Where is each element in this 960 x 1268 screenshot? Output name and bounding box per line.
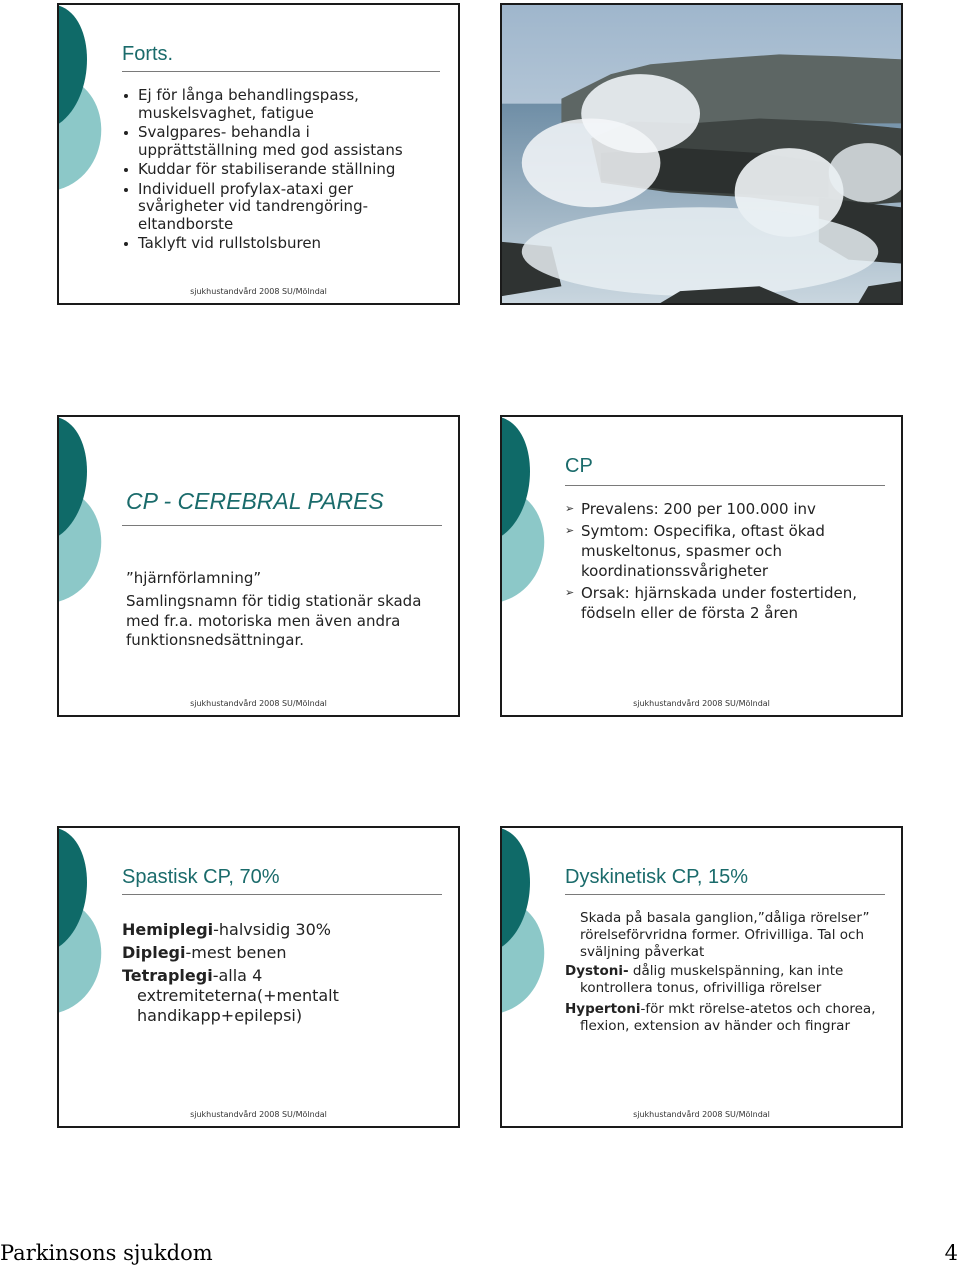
- term: Tetraplegi: [122, 966, 213, 985]
- slide-footer: sjukhustandvård 2008 SU/Mölndal: [190, 1110, 327, 1119]
- list-item: Individuell profylax-ataxi ger svårigheter vid tandrengöring-eltandborste: [122, 181, 422, 234]
- slide-dyskinetisk: [500, 826, 903, 1128]
- slide-footer: sjukhustandvård 2008 SU/Mölndal: [190, 287, 327, 296]
- list-item: [565, 963, 895, 997]
- term: Dystoni-: [565, 963, 629, 979]
- slide-decoration: [57, 828, 117, 1028]
- page-section-title: Parkinsons sjukdom: [0, 1241, 213, 1265]
- slide-footer: sjukhustandvård 2008 SU/Mölndal: [633, 1110, 770, 1119]
- slide-decoration: [57, 5, 117, 205]
- list-item: Svalgpares- behandla i upprättställning med god assistans: [122, 124, 422, 159]
- intro-text: Skada på basala ganglion,”dåliga rörelser” rörelseförvridna former. Ofrivilliga. Tal och sväljning påverkat: [580, 910, 870, 960]
- slide-photo: [500, 3, 903, 305]
- term-list: [122, 920, 377, 1026]
- term-list: [565, 963, 895, 1035]
- list-item: [565, 1001, 895, 1035]
- slide-cp-cerebral: [57, 415, 460, 717]
- list-item: Ej för långa behandlingspass, muskelsvaghet, fatigue: [122, 87, 422, 122]
- title-divider: [122, 525, 442, 526]
- list-item: ➢ Prevalens: 200 per 100.000 inv: [565, 499, 883, 519]
- bullet-list: [122, 87, 422, 253]
- term-description: -halvsidig 30%: [213, 920, 331, 939]
- term-description: -för mkt rörelse-atetos och chorea, flexion, extension av händer och fingrar: [580, 1001, 876, 1034]
- coastal-waves-photo: [502, 5, 901, 303]
- body-text: Samlingsnamn för tidig stationär skada med fr.a. motoriska men även andra funktionsnedsättningar.: [126, 592, 422, 649]
- title-divider: [565, 894, 885, 895]
- list-item: Taklyft vid rullstolsburen: [122, 235, 422, 253]
- slide-title: Dyskinetisk CP, 15%: [565, 866, 749, 888]
- slide-spastisk: [57, 826, 460, 1128]
- term-description: -alla 4 extremiteterna(+mentalt handikapp+epilepsi): [137, 966, 339, 1025]
- term: Hypertoni: [565, 1001, 641, 1017]
- slide-forts: [57, 3, 460, 305]
- slide-decoration: [500, 417, 560, 617]
- list-item: Kuddar för stabiliserande ställning: [122, 161, 422, 179]
- bullet-list: [565, 499, 883, 625]
- list-item: [122, 920, 377, 940]
- term: Diplegi: [122, 943, 186, 962]
- slide-decoration: [57, 417, 117, 617]
- slide-decoration: [500, 828, 560, 1028]
- title-divider: [122, 71, 440, 72]
- slide-footer: sjukhustandvård 2008 SU/Mölndal: [190, 699, 327, 708]
- slide-footer: sjukhustandvård 2008 SU/Mölndal: [633, 699, 770, 708]
- list-item: [122, 966, 377, 1026]
- slide-title: Forts.: [122, 43, 174, 65]
- title-divider: [565, 485, 885, 486]
- term: Hemiplegi: [122, 920, 214, 939]
- title-divider: [122, 894, 442, 895]
- slide-title: Spastisk CP, 70%: [122, 866, 280, 888]
- list-item: [122, 943, 377, 963]
- slide-title: CP - CEREBRAL PARES: [126, 488, 384, 514]
- term-description: -mest benen: [185, 943, 287, 962]
- quote-text: ”hjärnförlamning”: [126, 569, 262, 587]
- page-number: 4: [944, 1241, 958, 1265]
- list-item: ➢ Orsak: hjärnskada under fostertiden, födseln eller de första 2 åren: [565, 583, 883, 623]
- list-item: ➢ Symtom: Ospecifika, oftast ökad muskeltonus, spasmer och koordinationssvårigheter: [565, 521, 883, 581]
- slide-title: CP: [565, 455, 593, 477]
- term-description: dålig muskelspänning, kan inte kontrollera tonus, ofrivilliga rörelser: [580, 963, 844, 996]
- slide-cp: [500, 415, 903, 717]
